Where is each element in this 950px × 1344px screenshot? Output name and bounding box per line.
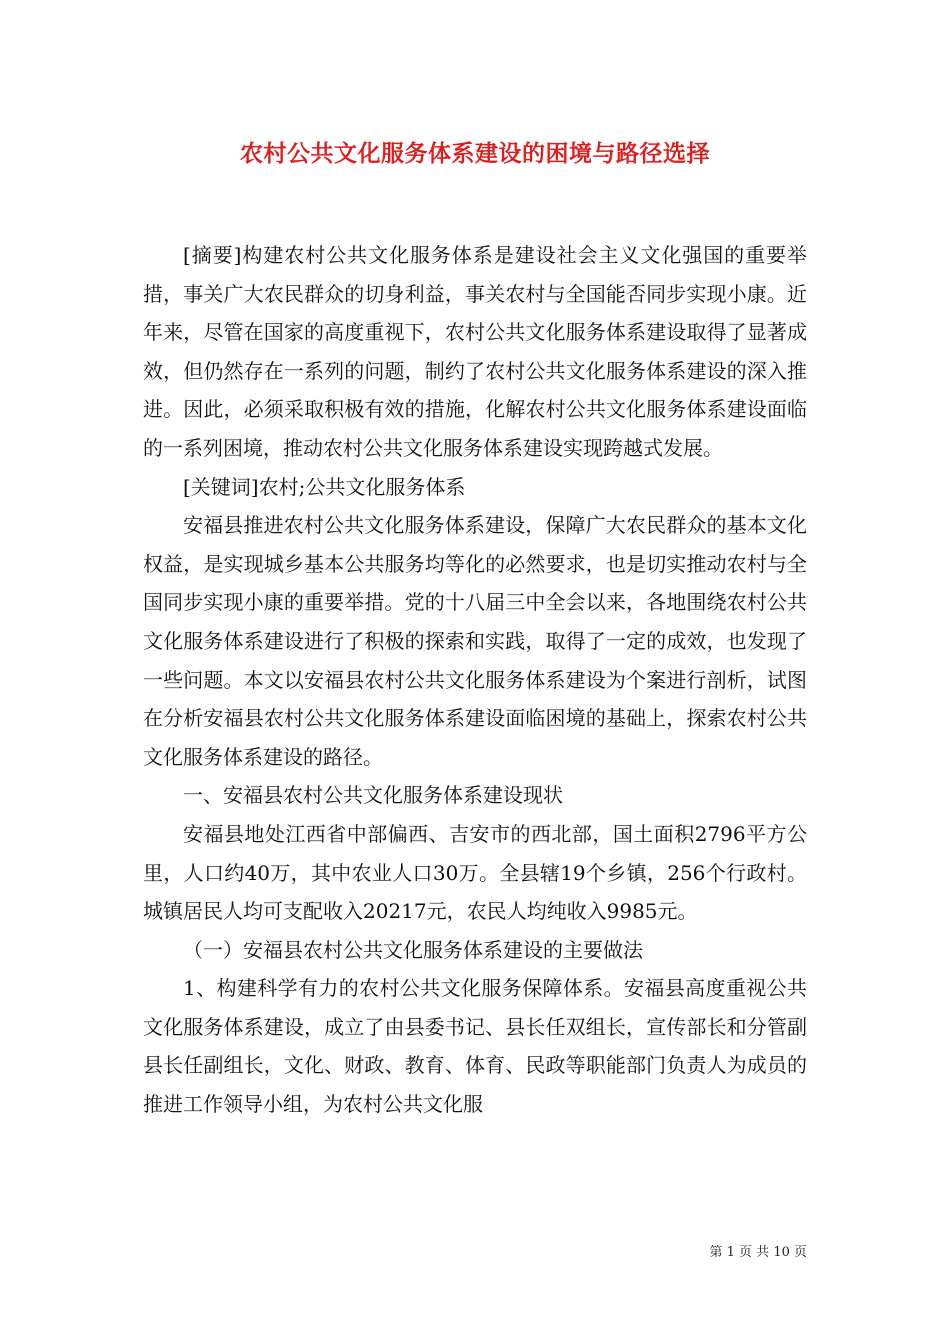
intro-paragraph: 安福县推进农村公共文化服务体系建设，保障广大农民群众的基本文化权益，是实现城乡基本公共服务均等化的必然要求，也是切实推动农村与全国同步实现小康的重要举措。党的十八届三中全会以来，各地围绕农村公共文化服务体系建设进行了积极的探索和实践，取得了一定的成效，也发现了一些问题。本文以安福县农村公共文化服务体系建设为个案进行剖析，试图在分析安福县农村公共文化服务体系建设面临困境的基础上，探索农村公共文化服务体系建设的路径。 xyxy=(143,513,807,769)
page-number: 第 1 页 共 10 页 xyxy=(709,1245,807,1260)
measure-paragraph-1: 1、构建科学有力的农村公共文化服务保障体系。安福县高度重视公共文化服务体系建设，成立了由县委书记、县长任双组长，宣传部长和分管副县长任副组长，文化、财政、教育、体育、民政等职能部门负责人为成员的推进工作领导小组，为农村公共文化服 xyxy=(143,976,807,1117)
subsection-heading-1: （一）安福县农村公共文化服务体系建设的主要做法 xyxy=(183,937,643,962)
document-body xyxy=(143,236,807,1124)
document-title: 农村公共文化服务体系建设的困境与路径选择 xyxy=(240,140,710,167)
abstract-paragraph: [摘要]构建农村公共文化服务体系是建设社会主义文化强国的重要举措，事关广大农民群众的切身利益，事关农村与全国能否同步实现小康。近年来，尽管在国家的高度重视下，农村公共文化服务体系建设取得了显著成效，但仍然存在一系列的问题，制约了农村公共文化服务体系建设的深入推进。因此，必须采取积极有效的措施，化解农村公共文化服务体系建设面临的一系列困境，推动农村公共文化服务体系建设实现跨越式发展。 xyxy=(143,243,807,460)
county-overview-paragraph: 安福县地处江西省中部偏西、吉安市的西北部，国土面积2796平方公里，人口约40万，其中农业人口30万。全县辖19个乡镇，256个行政村。城镇居民人均可支配收入20217元，农民人均纯收入9985元。 xyxy=(143,821,807,924)
section-heading-1: 一、安福县农村公共文化服务体系建设现状 xyxy=(183,783,563,808)
keywords-paragraph: [关键词]农村;公共文化服务体系 xyxy=(183,474,466,499)
